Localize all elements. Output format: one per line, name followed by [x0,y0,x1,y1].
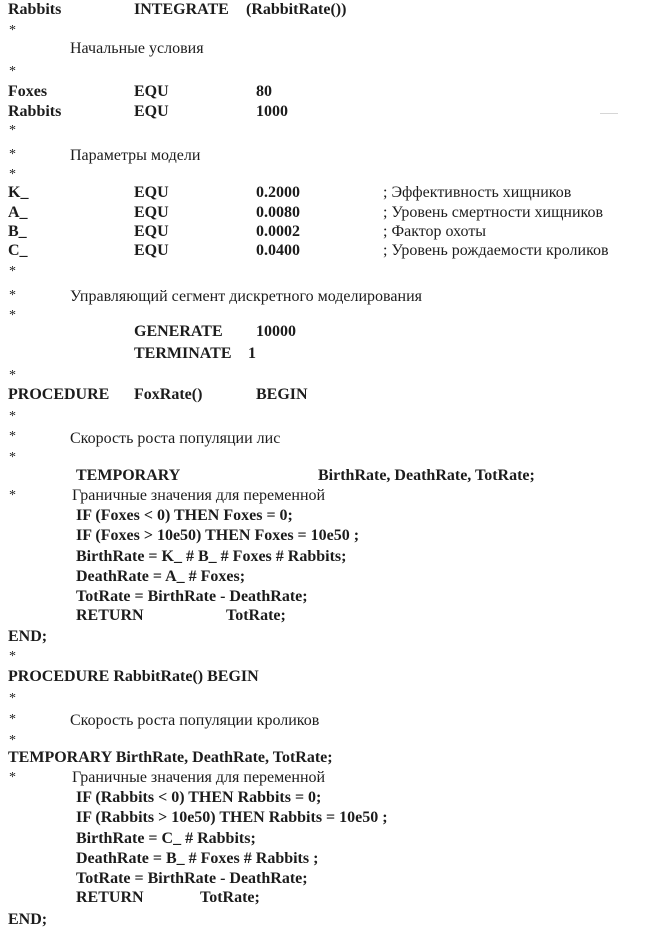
comment-marker: * [9,733,16,748]
param-name: K_ [8,184,29,201]
procedure-title: Скорость роста популяции кроликов [70,712,320,729]
integrate-var: Rabbits [8,1,62,18]
temporary-line: TEMPORARY BirthRate, DeathRate, TotRate; [8,749,333,766]
scan-smudge [600,113,618,114]
procedure-end: END; [8,911,48,928]
initial-op: EQU [134,83,169,100]
code-line: BirthRate = C_ # Rabbits; [76,830,256,847]
temporary-keyword: TEMPORARY [76,467,181,484]
param-value: 0.2000 [256,184,300,201]
comment-marker: * [9,450,16,465]
code-line: DeathRate = B_ # Foxes # Rabbits ; [76,850,319,867]
initial-op: EQU [134,103,169,120]
procedure-title: Скорость роста популяции лис [70,430,281,447]
param-value: 0.0400 [256,242,300,259]
code-line: DeathRate = A_ # Foxes; [76,568,246,585]
procedure-keyword: PROCEDURE [8,386,110,403]
control-arg: 1 [248,345,256,362]
return-value: TotRate; [200,889,260,906]
comment-marker: * [9,649,16,664]
code-line: TotRate = BirthRate - DeathRate; [76,870,308,887]
comment-marker: * [9,368,16,383]
comment-marker: * [9,770,16,785]
initial-name: Rabbits [8,103,62,120]
comment-marker: * [9,147,16,162]
comment-marker: * [9,123,16,138]
param-value: 0.0080 [256,204,300,221]
param-name: B_ [8,223,27,240]
comment-marker: * [9,712,16,727]
procedure-end: END; [8,628,48,645]
param-op: EQU [134,184,169,201]
code-line: IF (Foxes > 10e50) THEN Foxes = 10e50 ; [76,527,360,544]
initial-name: Foxes [8,83,48,100]
code-line: TotRate = BirthRate - DeathRate; [76,588,308,605]
section-title-params: Параметры модели [70,147,201,164]
code-line: BirthRate = K_ # B_ # Foxes # Rabbits; [76,548,347,565]
comment-marker: * [9,691,16,706]
comment-marker: * [9,409,16,424]
comment-marker: * [9,429,16,444]
initial-value: 1000 [256,103,288,120]
comment-marker: * [9,167,16,182]
initial-value: 80 [256,83,272,100]
bounds-comment: Граничные значения для переменной [72,769,326,786]
return-keyword: RETURN [76,607,144,624]
temporary-vars: BirthRate, DeathRate, TotRate; [318,467,535,484]
param-comment: ; Уровень смертности хищников [383,204,604,221]
param-value: 0.0002 [256,223,300,240]
code-line: IF (Rabbits < 0) THEN Rabbits = 0; [76,789,322,806]
comment-marker: * [9,23,16,38]
code-line: IF (Rabbits > 10e50) THEN Rabbits = 10e50 ; [76,809,388,826]
procedure-header: PROCEDURE RabbitRate() BEGIN [8,668,259,685]
section-title-control: Управляющий сегмент дискретного моделирования [70,288,422,305]
comment-marker: * [9,288,16,303]
param-comment: ; Эффективность хищников [383,184,572,201]
comment-marker: * [9,264,16,279]
param-name: A_ [8,204,28,221]
code-line: IF (Foxes < 0) THEN Foxes = 0; [76,507,293,524]
comment-marker: * [9,64,16,79]
procedure-name: FoxRate() [134,386,203,403]
bounds-comment: Граничные значения для переменной [72,487,326,504]
control-op: GENERATE [134,323,223,340]
integrate-op: INTEGRATE [134,1,229,18]
procedure-begin: BEGIN [256,386,308,403]
integrate-arg: (RabbitRate()) [246,1,347,18]
param-name: C_ [8,242,28,259]
return-keyword: RETURN [76,889,144,906]
param-comment: ; Уровень рождаемости кроликов [383,242,609,259]
return-value: TotRate; [226,607,286,624]
param-comment: ; Фактор охоты [383,223,487,240]
comment-marker: * [9,308,16,323]
section-title-initial: Начальные условия [70,40,204,57]
param-op: EQU [134,204,169,221]
control-op: TERMINATE [134,345,232,362]
param-op: EQU [134,223,169,240]
comment-marker: * [9,488,16,503]
param-op: EQU [134,242,169,259]
control-arg: 10000 [256,323,296,340]
